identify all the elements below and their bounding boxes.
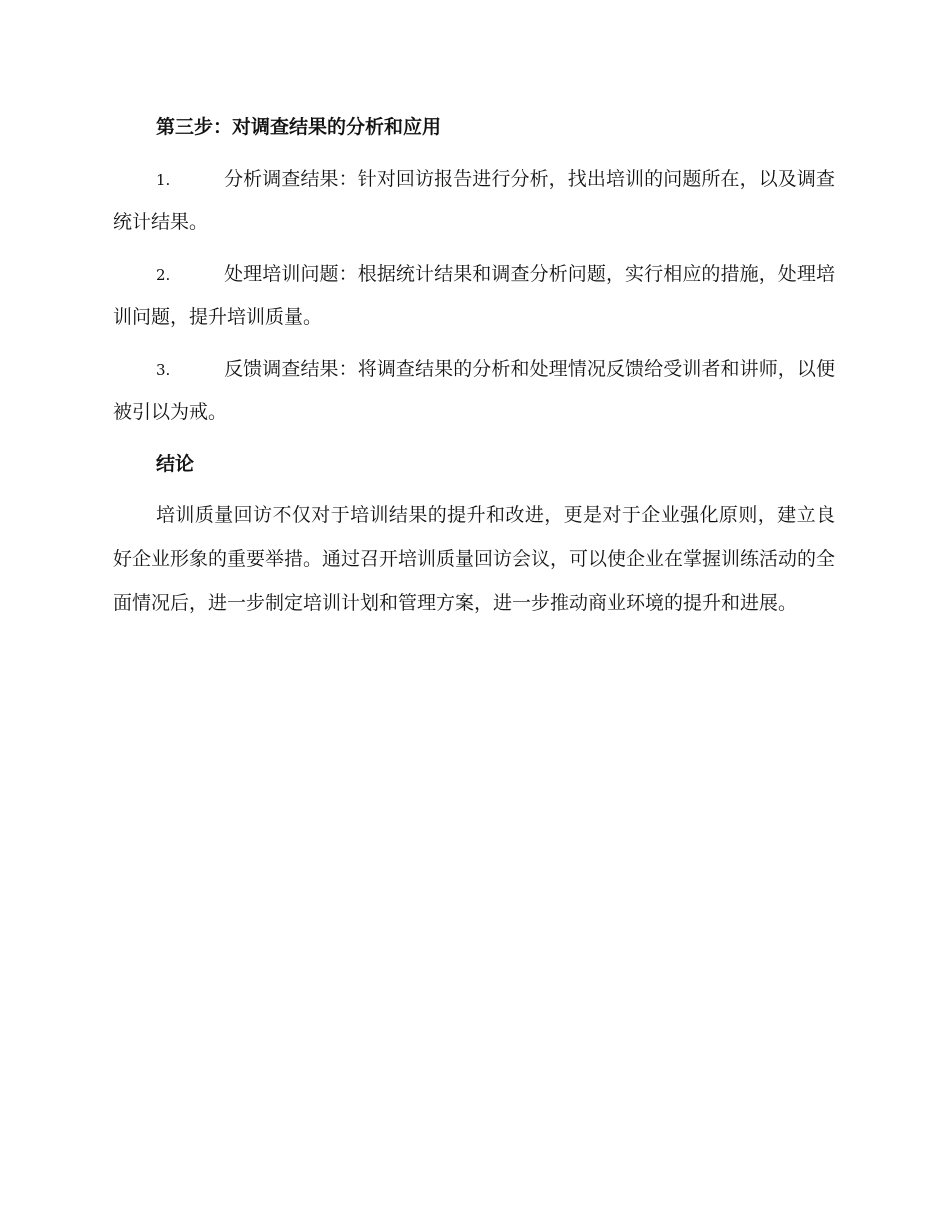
list-item-number: 2. [156, 266, 171, 284]
list-item-text: 分析调查结果：针对回访报告进行分析，找出培训的问题所在，以及调查统计结果。 [113, 168, 835, 233]
document-body [113, 106, 835, 625]
section-heading-step3: 第三步：对调查结果的分析和应用 [156, 116, 442, 138]
list-item-number: 1. [156, 171, 171, 189]
list-item-text: 反馈调查结果：将调查结果的分析和处理情况反馈给受训者和讲师，以便被引以为戒。 [113, 358, 835, 423]
list-item-text: 处理培训问题：根据统计结果和调查分析问题，实行相应的措施，处理培训问题，提升培训质量。 [113, 263, 835, 328]
list-item-3 [113, 348, 835, 433]
list-item-2 [113, 253, 835, 338]
list-item-1 [113, 158, 835, 243]
list-item-number: 3. [156, 361, 171, 379]
conclusion-paragraph: 培训质量回访不仅对于培训结果的提升和改进，更是对于企业强化原则，建立良好企业形象的重要举措。通过召开培训质量回访会议，可以使企业在掌握训练活动的全面情况后，进一步制定培训计划和管理方案，进一步推动商业环境的提升和进展。 [113, 504, 836, 614]
section-heading-conclusion: 结论 [156, 453, 195, 475]
